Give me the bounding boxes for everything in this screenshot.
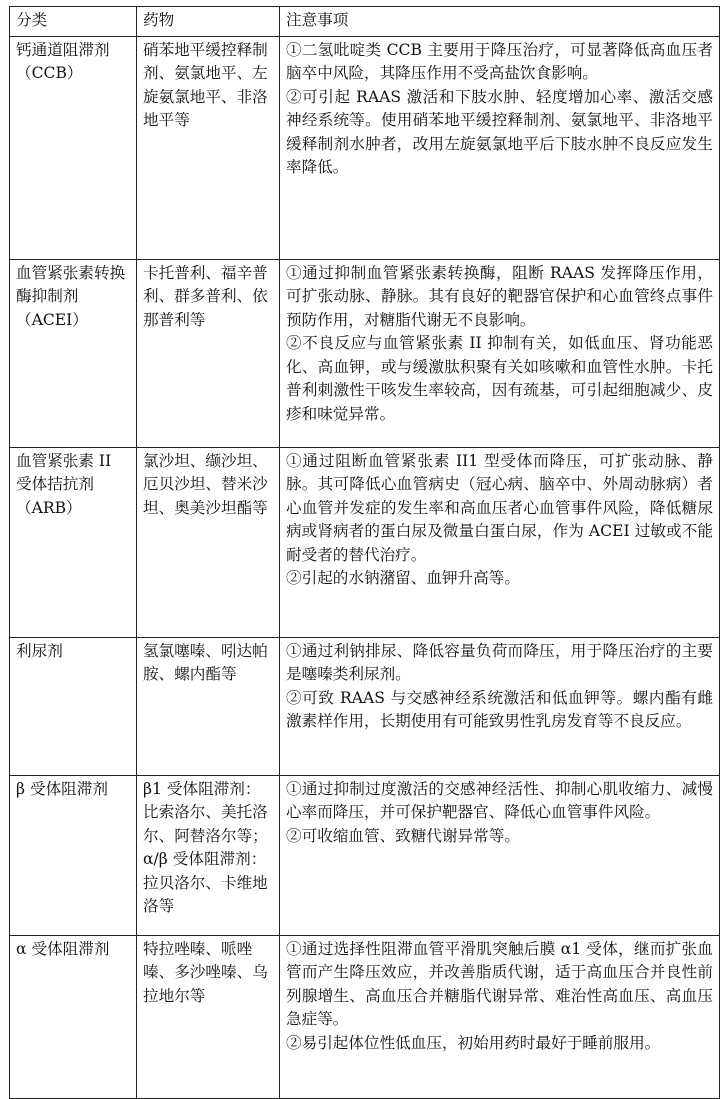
table-row	[10, 775, 720, 935]
drugs-cell: 硝苯地平缓控释制剂、氨氯地平、左旋氨氯地平、非洛地平等	[137, 36, 280, 259]
header-category: 分类	[10, 7, 137, 37]
table-row	[10, 36, 720, 259]
category-name: 钙通道阻滞剂	[16, 40, 110, 59]
note-paragraph: ①二氢吡啶类 CCB 主要用于降压治疗，可显著降低高血压者脑卒中风险，其降压作用不受高盐饮食影响。	[286, 40, 713, 82]
drugs-cell: 氯沙坦、缬沙坦、厄贝沙坦、替米沙坦、奥美沙坦酯等	[137, 447, 280, 637]
notes-cell	[280, 935, 720, 1098]
table-row	[10, 447, 720, 637]
category-name: α 受体阻滞剂	[16, 939, 110, 958]
category-cell	[10, 935, 137, 1098]
category-cell	[10, 775, 137, 935]
note-paragraph: ②易引起体位性低血压，初始用药时最好于睡前服用。	[286, 1033, 661, 1052]
category-cell	[10, 447, 137, 637]
antihypertensive-drug-table	[9, 6, 720, 1099]
note-paragraph: ①通过阻断血管紧张素 II1 型受体而降压，可扩张动脉、静脉。其可降低心血管病史（冠心病、脑卒中、外周动脉病）者心血管并发症的发生率和高血压者心血管事件风险，降低糖尿病或肾病者的蛋白尿及微量白蛋白尿，作为 ACEI 过敏或不能耐受者的替代治疗。	[286, 451, 713, 564]
category-name: 利尿剂	[16, 641, 63, 660]
header-notes: 注意事项	[280, 7, 720, 37]
table-header-row	[10, 7, 720, 37]
table-row	[10, 259, 720, 447]
header-drugs: 药物	[137, 7, 280, 37]
note-paragraph: ②不良反应与血管紧张素 II 抑制有关，如低血压、肾功能恶化、高血钾，或与缓激肽积聚有关如咳嗽和血管性水肿。卡托普利刺激性干咳发生率较高，因有巯基，可引起细胞减少、皮疹和味觉异常。	[286, 334, 713, 423]
category-cell	[10, 637, 137, 775]
category-name: 血管紧张素转换酶抑制剂	[16, 263, 126, 305]
drugs-cell: 氢氯噻嗪、吲达帕胺、螺内酯等	[137, 637, 280, 775]
category-cell	[10, 259, 137, 447]
category-abbr: （ARB）	[16, 498, 82, 517]
drugs-cell: 特拉唑嗪、哌唑嗪、多沙唑嗪、乌拉地尔等	[137, 935, 280, 1098]
notes-cell	[280, 447, 720, 637]
note-paragraph: ②可收缩血管、致糖代谢异常等。	[286, 826, 520, 845]
note-paragraph: ①通过抑制过度激活的交感神经活性、抑制心肌收缩力、减慢心率而降压，并可保护靶器官、降低心血管事件风险。	[286, 779, 713, 821]
note-paragraph: ②可致 RAAS 与交感神经系统激活和低血钾等。螺内酯有雌激素样作用，长期使用有可能致男性乳房发育等不良反应。	[286, 688, 713, 730]
category-name: 血管紧张素 II 受体拮抗剂	[16, 451, 112, 493]
drugs-cell: 卡托普利、福辛普利、群多普利、依那普利等	[137, 259, 280, 447]
note-paragraph: ①通过利钠排尿、降低容量负荷而降压，用于降压治疗的主要是噻嗪类利尿剂。	[286, 641, 713, 683]
note-paragraph: ①通过选择性阻滞血管平滑肌突触后膜 α1 受体，继而扩张血管而产生降压效应，并改善脂质代谢，适于高血压合并良性前列腺增生、高血压合并糖脂代谢异常、难治性高血压、高血压急症等。	[286, 939, 713, 1028]
note-paragraph: ①通过抑制血管紧张素转换酶，阻断 RAAS 发挥降压作用，可扩张动脉、静脉。其有良好的靶器官保护和心血管终点事件预防作用，对糖脂代谢无不良影响。	[286, 263, 713, 329]
category-cell	[10, 36, 137, 259]
notes-cell	[280, 775, 720, 935]
table-row	[10, 935, 720, 1098]
category-abbr: （ACEI）	[16, 310, 88, 329]
note-paragraph: ②可引起 RAAS 激活和下肢水肿、轻度增加心率、激活交感神经系统等。使用硝苯地平缓控释制剂、氨氯地平、非洛地平缓释制剂水肿者，改用左旋氨氯地平后下肢水肿不良反应发生率降低。	[286, 87, 713, 176]
notes-cell	[280, 259, 720, 447]
notes-cell	[280, 637, 720, 775]
table-row	[10, 637, 720, 775]
notes-cell	[280, 36, 720, 259]
note-paragraph: ②引起的水钠潴留、血钾升高等。	[286, 569, 520, 587]
drugs-cell: β1 受体阻滞剂：比索洛尔、美托洛尔、阿替洛尔等；α/β 受体阻滞剂：拉贝洛尔、卡维地洛等	[137, 775, 280, 935]
category-name: β 受体阻滞剂	[16, 779, 108, 798]
category-abbr: （CCB）	[16, 64, 83, 82]
